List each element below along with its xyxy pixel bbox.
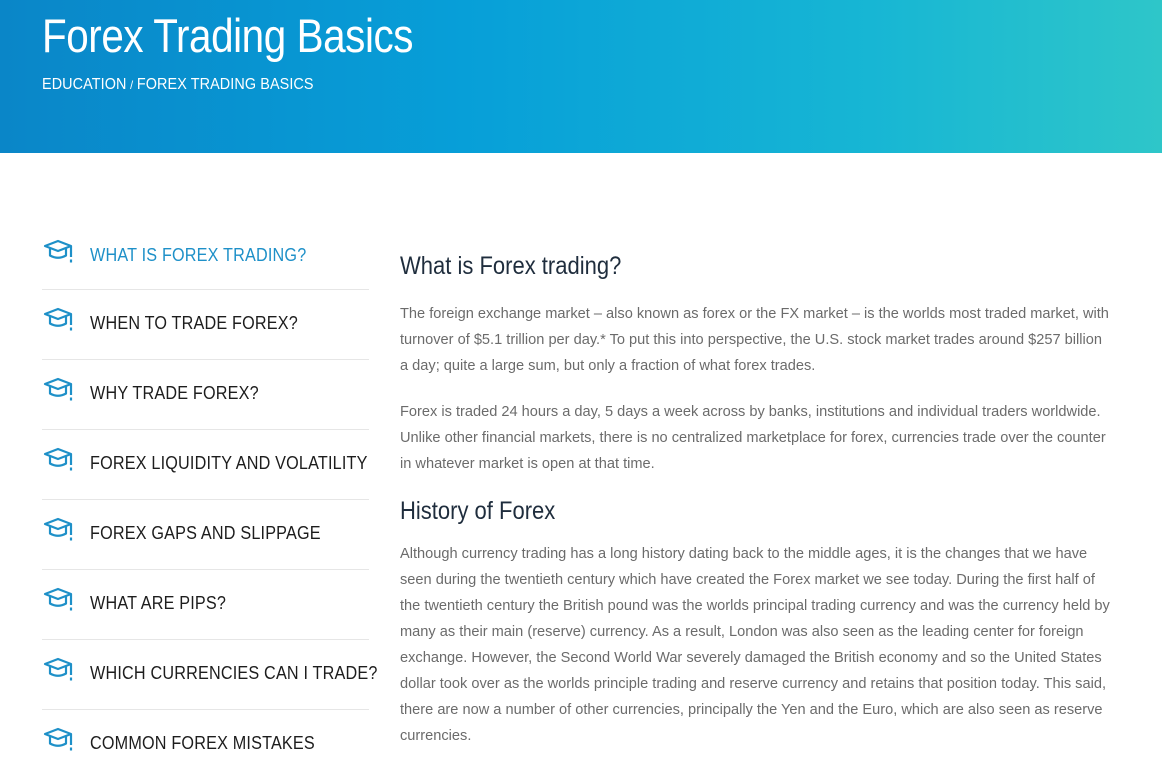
sidebar-item-label: FOREX GAPS AND SLIPPAGE [90, 523, 321, 543]
sidebar-item-label: WHEN TO TRADE FOREX? [90, 313, 298, 333]
graduation-cap-icon [42, 586, 76, 614]
sidebar-item-label: WHAT ARE PIPS? [90, 593, 227, 613]
sidebar-item-when-to-trade-forex[interactable] [42, 290, 369, 360]
sidebar-item-label: COMMON FOREX MISTAKES [90, 733, 315, 753]
article-content [400, 252, 1112, 767]
graduation-cap-icon [42, 656, 76, 684]
breadcrumb-separator: / [130, 78, 134, 92]
sidebar-nav [42, 224, 378, 767]
sidebar-item-common-forex-mistakes[interactable] [42, 710, 369, 767]
graduation-cap-icon [42, 306, 76, 334]
breadcrumb-education-link[interactable]: EDUCATION [42, 76, 127, 93]
sidebar-item-label: WHAT IS FOREX TRADING? [90, 245, 307, 265]
graduation-cap-icon [42, 238, 76, 266]
sidebar-item-forex-liquidity-and-volatility[interactable] [42, 430, 369, 500]
article-paragraph: Forex is traded 24 hours a day, 5 days a week across by banks, institutions and individual traders worldwide. Unlike other financial markets, there is no centralized marketplace for forex, currencies trade over the counter in whatever market is open at that time. [400, 404, 1106, 472]
sidebar-item-what-is-forex-trading[interactable] [42, 224, 369, 290]
article-paragraph: Although currency trading has a long history dating back to the middle ages, it is the changes that we have seen during the twentieth century which have created the Forex market we see today. During the first half of the twentieth century the British pound was the worlds principal trading currency and was the currency held by many as their main (reserve) currency. As a result, London was also seen as the leading center for foreign exchange. However, the Second World War severely damaged the British economy and so the United States dollar took over as the worlds principle trading and reserve currency and retains that position today. This said, there are now a number of other currencies, principally the Yen and the Euro, which are also seen as reserve currencies. [400, 546, 1110, 744]
section-heading-history-of-forex: History of Forex [400, 497, 556, 525]
graduation-cap-icon [42, 376, 76, 404]
sidebar-item-why-trade-forex[interactable] [42, 360, 369, 430]
graduation-cap-icon [42, 726, 76, 754]
sidebar-item-label: WHY TRADE FOREX? [90, 383, 259, 403]
sidebar-item-label: WHICH CURRENCIES CAN I TRADE? [90, 663, 378, 683]
page-title: Forex Trading Basics [42, 9, 414, 62]
breadcrumb [42, 76, 314, 94]
sidebar-item-forex-gaps-and-slippage[interactable] [42, 500, 369, 570]
graduation-cap-icon [42, 516, 76, 544]
graduation-cap-icon [42, 446, 76, 474]
hero-banner [0, 0, 1162, 153]
sidebar-item-which-currencies-can-i-trade[interactable] [42, 640, 378, 710]
article-paragraph: The foreign exchange market – also known as forex or the FX market – is the worlds most traded market, with turnover of $5.1 trillion per day.* To put this into perspective, the U.S. stock market trades around $257 billion a day; quite a large sum, but only a fraction of what forex trades. [400, 306, 1109, 374]
sidebar-item-what-are-pips[interactable] [42, 570, 369, 640]
breadcrumb-current: FOREX TRADING BASICS [136, 76, 314, 93]
sidebar-item-label: FOREX LIQUIDITY AND VOLATILITY [90, 453, 368, 473]
section-heading-what-is-forex: What is Forex trading? [400, 252, 622, 280]
